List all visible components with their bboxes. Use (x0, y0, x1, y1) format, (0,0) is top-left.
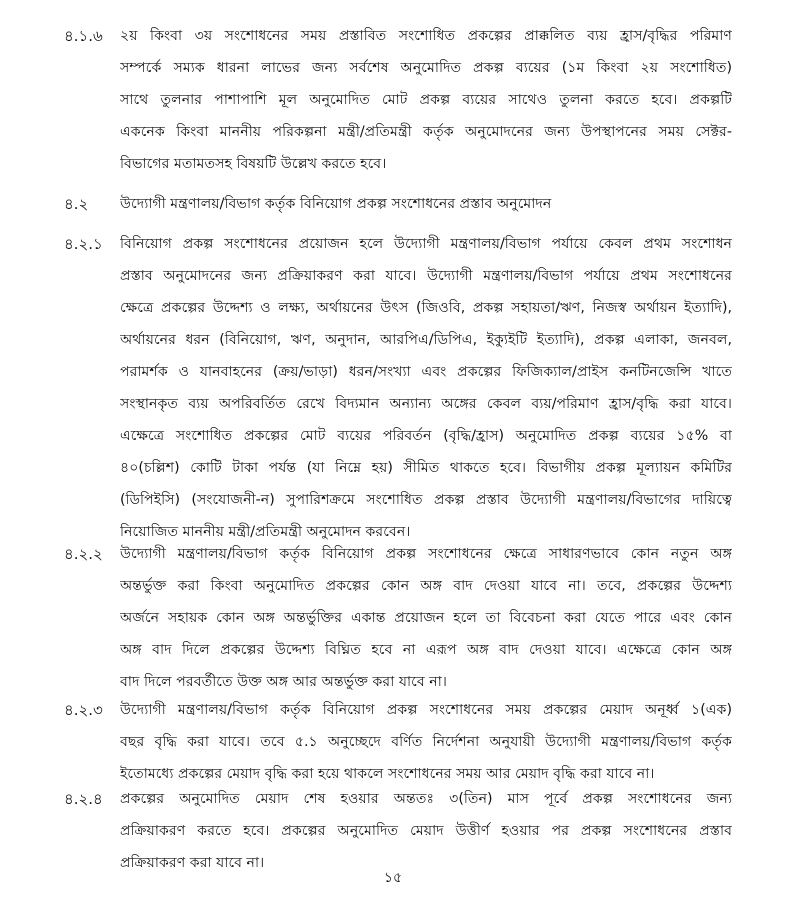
text-line: একনেক কিংবা মাননীয় পরিকল্পনা মন্ত্রী/প্রতিমন্ত্রী কর্তৃক অনুমোদনের জন্য উপস্থাপনের সময় সেক্টর- (120, 124, 732, 140)
text-line: বিভাগের মতামতসহ বিষয়টি উল্লেখ করতে হবে। (120, 156, 387, 172)
text-line: প্রক্রিয়াকরণ করতে হবে। প্রকল্পের অনুমোদিত মেয়াদ উত্তীর্ণ হওয়ার পর প্রকল্প সংশোধনের প্রস্তাব (120, 823, 732, 839)
text-line: অন্তর্ভুক্ত করা কিংবা অনুমোদিত প্রকল্পের কোন অঙ্গ বাদ দেওয়া যাবে না। তবে, প্রকল্পের উদ্দেশ্য (120, 578, 732, 594)
text-line: বিনিয়োগ প্রকল্প সংশোধনের প্রয়োজন হলে উদ্যোগী মন্ত্রণালয়/বিভাগ পর্যায়ে কেবল প্রথম সংশোধন (120, 236, 732, 252)
text-line: সংস্থানকৃত ব্যয় অপরিবর্তিত রেখে বিদ্যমান অন্যান্য অঙ্গের কেবল ব্যয়/পরিমাণ হ্রাস/বৃদ্ধি করা যাবে। (120, 396, 732, 412)
text-line: এক্ষেত্রে সংশোধিত প্রকল্পের মোট ব্যয়ের পরিবর্তন (বৃদ্ধি/হ্রাস) অনুমোদিত প্রকল্প ব্যয়ের ১৫% বা (120, 428, 732, 444)
text-line: সম্পর্কে সম্যক ধারনা লাভের জন্য সর্বশেষ অনুমোদিত প্রকল্প ব্যয়ের (১ম কিংবা ২য় সংশোধিত) (120, 60, 732, 76)
text-line: অর্জনে সহায়ক কোন অঙ্গ অন্তর্ভুক্তির একান্ত প্রয়োজন হলে তা বিবেচনা করা যেতে পারে এবং কোন (120, 610, 732, 626)
section-body (120, 538, 732, 698)
text-line: ক্ষেত্রে প্রকল্পের উদ্দেশ্য ও লক্ষ্য, অর্থায়নের উৎস (জিওবি, প্রকল্প সহায়তা/ঋণ, নিজস্ব অর্থায়ন ইত্যাদি), (120, 300, 732, 316)
text-line: নিয়োজিত মাননীয় মন্ত্রী/প্রতিমন্ত্রী অনুমোদন করবেন। (120, 524, 411, 540)
text-line: ২য় কিংবা ৩য় সংশোধনের সময় প্রস্তাবিত সংশোধিত প্রকল্পের প্রাক্কলিত ব্যয় হ্রাস/বৃদ্ধির পরিমাণ (120, 28, 732, 44)
section-number: ৪.২.৩ (64, 701, 103, 719)
section-number: ৪.২.৪ (64, 790, 103, 808)
section-number: ৪.১.৬ (64, 27, 103, 45)
heading-line: উদ্যোগী মন্ত্রণালয়/বিভাগ কর্তৃক বিনিয়োগ প্রকল্প সংশোধনের প্রস্তাব অনুমোদন (120, 196, 552, 212)
page-number: ১৫ (383, 870, 403, 886)
text-line: প্রকল্পের অনুমোদিত মেয়াদ শেষ হওয়ার অন্ততঃ ৩(তিন) মাস পূর্বে প্রকল্প সংশোধনের জন্য (120, 791, 732, 807)
section-number: ৪.২.২ (64, 545, 103, 563)
text-line: বাদ দিলে পরবর্তীতে উক্ত অঙ্গ আর অন্তর্ভুক্ত করা যাবে না। (120, 674, 447, 690)
text-line: অঙ্গ বাদ দিলে প্রকল্পের উদ্দেশ্য বিঘ্নিত হবে না এরূপ অঙ্গ বাদ দেওয়া যাবে। এক্ষেত্রে কোন অঙ্গ (120, 642, 732, 658)
text-line: ৪০(চল্লিশ) কোটি টাকা পর্যন্ত (যা নিম্নে হয়) সীমিত থাকতে হবে। বিভাগীয় প্রকল্প মূল্যায়ন কমিটির (120, 460, 732, 476)
text-line: অর্থায়নের ধরন (বিনিয়োগ, ঋণ, অনুদান, আরপিএ/ডিপিএ, ইক্যুইটি ইত্যাদি), প্রকল্প এলাকা, জনবল, (120, 332, 732, 348)
text-line: উদ্যোগী মন্ত্রণালয়/বিভাগ কর্তৃক বিনিয়োগ প্রকল্প সংশোধনের সময় প্রকল্পের মেয়াদ অনূর্ধ্ব ১(এক) (120, 702, 732, 718)
section-title (120, 188, 732, 220)
section-body (120, 228, 732, 548)
text-line: (ডিপিইসি) (সংযোজনী-ন) সুপারিশক্রমে সংশোধিত প্রকল্প প্রস্তাব উদ্যোগী মন্ত্রণালয়/বিভাগের দায়িত্বে (120, 492, 732, 508)
section-body (120, 20, 732, 180)
text-line: পরামর্শক ও যানবাহনের (ক্রয়/ভাড়া) ধরন/সংখ্যা এবং প্রকল্পের ফিজিক্যাল/প্রাইস কনটিনজেন্সি খাতে (120, 364, 732, 380)
text-line: প্রক্রিয়াকরণ করা যাবে না। (120, 855, 265, 871)
text-line: উদ্যোগী মন্ত্রণালয়/বিভাগ কর্তৃক বিনিয়োগ প্রকল্প সংশোধনের ক্ষেত্রে সাধারণভাবে কোন নতুন অঙ্গ (120, 546, 732, 562)
text-line: প্রস্তাব অনুমোদনের জন্য প্রক্রিয়াকরণ করা যাবে। উদ্যোগী মন্ত্রণালয়/বিভাগ পর্যায়ে প্রথম সংশোধনের (120, 268, 732, 284)
section-number: ৪.২ (64, 195, 89, 213)
text-line: ইতোমধ্যে প্রকল্পের মেয়াদ বৃদ্ধি করা হয়ে থাকলে সংশোধনের সময় আর মেয়াদ বৃদ্ধি করা যাবে না। (120, 766, 655, 782)
text-line: সাথে তুলনার পাশাপাশি মূল অনুমোদিত মোট প্রকল্প ব্যয়ের সাথেও তুলনা করতে হবে। প্রকল্পটি (120, 92, 732, 108)
section-body (120, 783, 732, 879)
text-line: বছর বৃদ্ধি করা যাবে। তবে ৫.১ অনুচ্ছেদে বর্ণিত নির্দেশনা অনুযায়ী উদ্যোগী মন্ত্রণালয়/বিভাগ কর্তৃক (120, 734, 732, 750)
section-body (120, 694, 732, 790)
section-number: ৪.২.১ (64, 235, 103, 253)
